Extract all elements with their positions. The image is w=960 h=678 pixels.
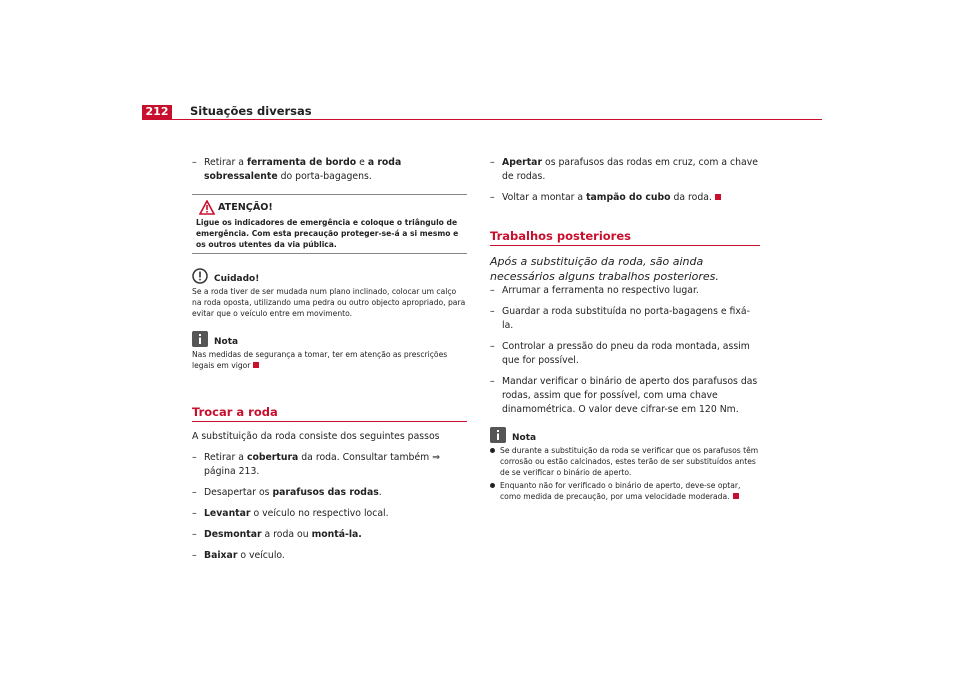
step-item: – Baixar o veículo. xyxy=(192,550,285,561)
step-item: – Voltar a montar a tampão do cubo da roda. xyxy=(490,191,760,205)
note-title: Nota xyxy=(192,331,467,349)
step-remove-tools: – Retirar a ferramenta de bordo e a roda sobressalente do porta-bagagens. xyxy=(192,157,402,182)
step-item: – Apertar os parafusos das rodas em cruz, com a chave de rodas. xyxy=(490,157,758,182)
left-column xyxy=(192,156,467,570)
right-column xyxy=(490,156,760,502)
section-title-trabalhos: Trabalhos posteriores xyxy=(490,229,760,246)
section-intro-trocar: A substituição da roda consiste dos seguintes passos xyxy=(192,431,440,442)
section-intro-trabalhos: Após a substituição da roda, são ainda necessários alguns trabalhos posteriores. xyxy=(490,255,719,283)
warning-text: Ligue os indicadores de emergência e coloque o triângulo de emergência. Com esta precaução proteger-se-á a si mesmo e os outros utentes da via pública. xyxy=(196,218,459,249)
step-item: – Levantar o veículo no respectivo local. xyxy=(192,508,389,519)
caution-circle-icon xyxy=(192,268,208,284)
end-square-icon xyxy=(733,493,739,499)
step-item: – Desmontar a roda ou montá-la. xyxy=(192,529,362,540)
note-title-right: Nota xyxy=(490,427,760,445)
step-item: – Guardar a roda substituída no porta-bagagens e fixá-la. xyxy=(490,306,750,331)
caution-title: Cuidado! xyxy=(192,268,467,286)
step-item: – Desapertar os parafusos das rodas. xyxy=(192,487,382,498)
step-item: – Mandar verificar o binário de aperto dos parafusos das rodas, assim que for possível, com uma chave dinamométrica. O valor deve cifrar-se em 120 Nm. xyxy=(490,376,758,415)
step-item: – Controlar a pressão do pneu da roda montada, assim que for possível. xyxy=(490,341,750,366)
section-title-trocar: Trocar a roda xyxy=(192,405,467,422)
bullet-dot xyxy=(490,483,495,488)
page-header-title: Situações diversas xyxy=(190,104,312,118)
note-info-icon xyxy=(490,427,506,443)
note-text: Nas medidas de segurança a tomar, ter em atenção as prescrições legais em vigor xyxy=(192,350,448,370)
warning-triangle-icon xyxy=(199,200,215,215)
end-square-icon xyxy=(253,362,259,368)
step-item: – Arrumar a ferramenta no respectivo lugar. xyxy=(490,285,699,296)
step-item: – Retirar a cobertura da roda. Consultar também ⇒ página 213. xyxy=(192,452,440,477)
warning-title: ATENÇÃO! xyxy=(196,199,463,217)
note-bullet: Se durante a substituição da roda se verificar que os parafusos têm corrosão ou estão calcinados, estes terão de ser substituídos antes de se verificar o binário de aperto. xyxy=(490,445,760,478)
note-info-icon xyxy=(192,331,208,347)
note-bullet: Enquanto não for verificado o binário de aperto, deve-se optar, como medida de precaução, por uma velocidade moderada. xyxy=(490,480,760,502)
warning-box xyxy=(192,194,467,254)
page-number: 212 xyxy=(142,105,172,119)
caution-text: Se a roda tiver de ser mudada num plano inclinado, colocar um calço na roda oposta, utilizando uma pedra ou outro objecto apropriado, para evitar que o veículo entre em movimento. xyxy=(192,287,466,318)
end-square-icon xyxy=(715,194,721,200)
header-rule xyxy=(142,119,822,120)
bullet-dot xyxy=(490,448,495,453)
